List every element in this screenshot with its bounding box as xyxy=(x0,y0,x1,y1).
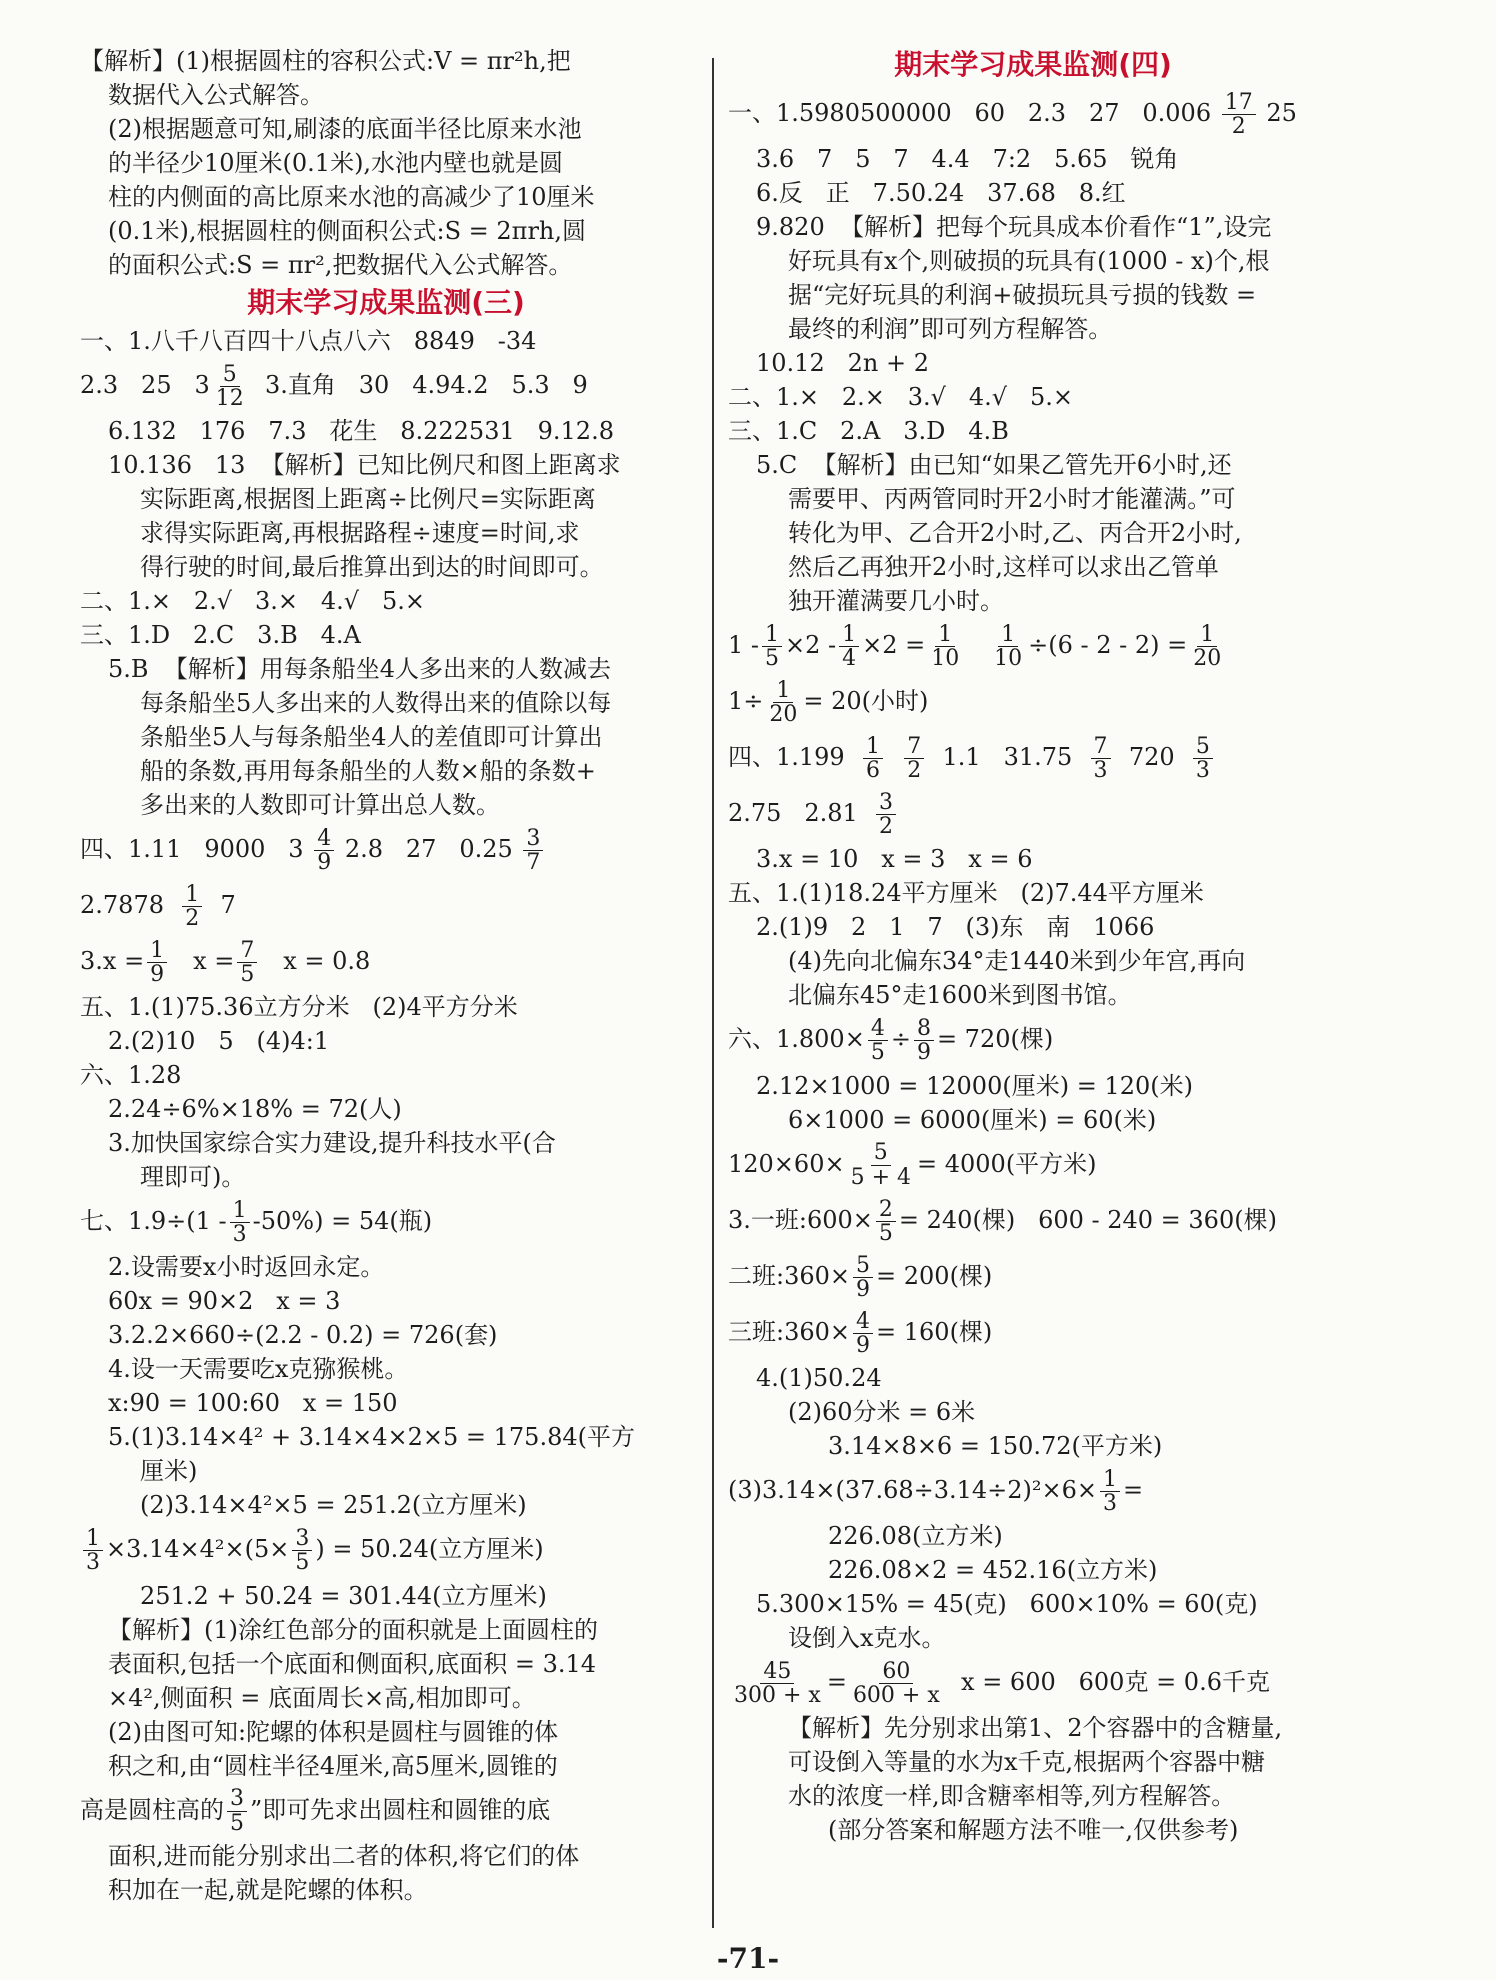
answer-line: (2)60分米 = 6米 xyxy=(788,1397,976,1426)
answer-line: 4.(1)50.24 xyxy=(756,1363,882,1392)
answer-line: x:90 = 100:60 x = 150 xyxy=(108,1389,398,1418)
fraction: $\frac{4}{5}$ xyxy=(868,1017,888,1064)
answer-line: 六、1.28 xyxy=(80,1061,182,1090)
answer-line: 3.加快国家综合实力建设,提升科技水平(合 xyxy=(108,1129,556,1158)
answer-line: 3.14×8×6 = 150.72(平方米) xyxy=(828,1431,1163,1460)
answer-line: 2.(2)10 5 (4)4:1 xyxy=(108,1027,330,1056)
fraction: $\frac{3}{2}$ xyxy=(876,791,896,838)
answer-line: 5.300×15% = 45(克) 600×10% = 60(克) xyxy=(756,1590,1258,1619)
fraction: $\frac{1}{9}$ xyxy=(147,939,167,986)
section-title-4: 期末学习成果监测(四) xyxy=(894,48,1172,81)
fraction: $\frac{7}{2}$ xyxy=(904,735,924,782)
note: (部分答案和解题方法不唯一,仅供参考) xyxy=(828,1816,1239,1845)
answer-line: 五、1.(1)18.24平方厘米 (2)7.44平方厘米 xyxy=(728,879,1204,908)
analysis-line: 可设倒入等量的水为x千克,根据两个容器中糖 xyxy=(788,1748,1266,1777)
fraction: $\frac{1}{5}$ xyxy=(762,623,782,670)
answer-line: 得行驶的时间,最后推算出到达的时间即可。 xyxy=(140,553,604,582)
answer-line: 2.24÷6%×18% = 72(人) xyxy=(108,1095,402,1124)
analysis-line: 积之和,由“圆柱半径4厘米,高5厘米,圆锥的 xyxy=(108,1751,558,1780)
answer-line: 实际距离,根据图上距离÷比例尺=实际距离 xyxy=(140,485,596,514)
answer-line: (3)3.14×(37.68÷3.14÷2)²×6× $\frac{1}{3}$ = xyxy=(728,1466,1144,1516)
answer-line: 一、1.八千八百四十八点八六 8849 -34 xyxy=(80,327,537,355)
analysis-line: 【解析】先分别求出第1、2个容器中的含糖量, xyxy=(788,1714,1283,1743)
answer-line: 10.136 13 【解析】已知比例尺和图上距离求 xyxy=(108,451,621,480)
answer-line: 需要甲、丙两管同时开2小时才能灌满。”可 xyxy=(788,485,1236,514)
equation-line: 1 - $\frac{1}{5}$ ×2 - $\frac{1}{4}$ ×2 = $\frac{1}{10}$ $\frac{1}{10}$ ÷(6 - 2 - 2) = $\frac{1}{20}$ xyxy=(728,618,1338,674)
answer-line: 条船坐5人与每条船坐4人的差值即可计算出 xyxy=(140,723,603,752)
answer-line: 厘米) xyxy=(140,1457,198,1486)
answer-line: 三、1.D 2.C 3.B 4.A xyxy=(80,621,361,650)
analysis-line: ×4²,侧面积 = 底面周长×高,相加即可。 xyxy=(108,1683,536,1712)
answer-line: 3.x = 10 x = 3 x = 6 xyxy=(756,845,1033,874)
analysis-line: (2)由图可知:陀螺的体积是圆柱与圆锥的体 xyxy=(108,1717,559,1746)
answer-line: 求得实际距离,再根据路程÷速度=时间,求 xyxy=(140,519,580,548)
analysis-line: 水的浓度一样,即含糖率相等,列方程解答。 xyxy=(788,1782,1236,1811)
fraction: $\frac{3}{5}$ xyxy=(292,1527,312,1574)
answer-line: 七、1.9÷(1 - $\frac{1}{3}$ -50%) = 54(瓶) xyxy=(80,1198,433,1248)
answer-line: 60x = 90×2 x = 3 xyxy=(108,1287,341,1316)
answer-line: 三班:360× $\frac{4}{9}$ = 160(棵) xyxy=(728,1308,993,1358)
answer-line: 3.一班:600× $\frac{2}{5}$ = 240(棵) 600 - 240 = 360(棵) xyxy=(728,1196,1277,1246)
fraction: $\frac{17}{2}$ xyxy=(1222,91,1256,138)
text-line: (0.1米),根据圆柱的侧面积公式:S = 2πrh,圆 xyxy=(108,217,587,245)
answer-line: 多出来的人数即可计算出总人数。 xyxy=(140,791,500,820)
text-line: 数据代入公式解答。 xyxy=(108,81,324,109)
analysis-line: 积加在一起,就是陀螺的体积。 xyxy=(108,1875,428,1904)
fraction: $\frac{1}{3}$ xyxy=(230,1199,250,1246)
fraction: $\frac{3}{5}$ xyxy=(227,1787,247,1834)
fraction: $\frac{3}{7}$ xyxy=(523,827,543,874)
right-column xyxy=(728,44,1338,1847)
text-line: 柱的内侧面的高比原来水池的高减少了10厘米 xyxy=(108,183,595,211)
answer-line: 3.2.2×660÷(2.2 - 0.2) = 726(套) xyxy=(108,1321,498,1350)
fraction: $\frac{4}{9}$ xyxy=(314,827,334,874)
answer-line: 3.x = $\frac{1}{9}$ x = $\frac{7}{5}$ x = 0.8 xyxy=(80,938,371,988)
fraction: $\frac{1}{10}$ xyxy=(994,622,1023,672)
answer-line: 二、1.× 2.√ 3.× 4.√ 5.× xyxy=(80,587,425,616)
text-line: 的面积公式:S = πr²,把数据代入公式解答。 xyxy=(108,251,573,279)
answer-line: 4.设一天需要吃x克猕猴桃。 xyxy=(108,1355,409,1384)
fraction: $\frac{2}{5}$ xyxy=(876,1198,896,1245)
section-title-3: 期末学习成果监测(三) xyxy=(247,286,525,319)
fraction: $\frac{45}{300 + x}$ xyxy=(734,1658,821,1709)
answer-line: 2.设需要x小时返回永定。 xyxy=(108,1253,385,1282)
fraction: $\frac{1}{10}$ xyxy=(931,622,960,672)
fraction: $\frac{1}{3}$ xyxy=(1100,1468,1120,1515)
answer-line: 251.2 + 50.24 = 301.44(立方厘米) xyxy=(140,1581,547,1610)
analysis-line: 表面积,包括一个底面和侧面积,底面积 = 3.14 xyxy=(108,1649,597,1678)
intro-analysis xyxy=(80,44,692,282)
answer-line: 226.08×2 = 452.16(立方米) xyxy=(828,1556,1158,1585)
answer-line: 120×60× $\frac{5}{5 + 4}$ = 4000(平方米) xyxy=(728,1140,1097,1190)
answer-line: 2.7878 $\frac{1}{2}$ 7 xyxy=(80,882,236,932)
fraction: $\frac{4}{9}$ xyxy=(853,1310,873,1357)
answer-line: 二、1.× 2.× 3.√ 4.√ 5.× xyxy=(728,383,1073,412)
column-divider xyxy=(712,58,714,1928)
answer-line: 据“完好玩具的利润+破损玩具亏损的钱数 = xyxy=(788,281,1257,310)
answer-line: 10.12 2n + 2 xyxy=(756,349,929,378)
fraction: $\frac{5}{3}$ xyxy=(1193,735,1213,782)
answer-line: 2.(1)9 2 1 7 (3)东 南 1066 xyxy=(756,913,1155,942)
fraction: $\frac{1}{6}$ xyxy=(863,735,883,782)
analysis-line: 【解析】(1)涂红色部分的面积就是上面圆柱的 xyxy=(108,1615,598,1644)
answer-line: 5.C 【解析】由已知“如果乙管先开6小时,还 xyxy=(756,451,1232,480)
analysis-line: 面积,进而能分别求出二者的体积,将它们的体 xyxy=(108,1841,580,1870)
answer-line: 2.75 2.81 $\frac{3}{2}$ xyxy=(728,786,1338,842)
answer-line: 独开灌满要几小时。 xyxy=(788,587,1004,616)
answer-line: 四、1.11 9000 3 $\frac{4}{9}$ 2.8 27 0.25 $\frac{3}{7}$ xyxy=(80,822,692,878)
answer-line: 设倒入x克水。 xyxy=(788,1624,946,1653)
page-number: -71- xyxy=(716,1942,780,1975)
answer-line: $\frac{1}{3}$ ×3.14×4²×(5× $\frac{3}{5}$ ) = 50.24(立方厘米) xyxy=(80,1522,692,1578)
answer-line: 6×1000 = 6000(厘米) = 60(米) xyxy=(788,1105,1157,1134)
fraction: $\frac{1}{4}$ xyxy=(839,623,859,670)
answer-line: 6.132 176 7.3 花生 8.222531 9.12.8 xyxy=(108,417,614,446)
fraction: $\frac{1}{20}$ xyxy=(1193,622,1222,672)
answer-line: 2.12×1000 = 12000(厘米) = 120(米) xyxy=(756,1071,1193,1100)
fraction: $\frac{1}{20}$ xyxy=(769,678,798,728)
answer-line: 北偏东45°走1600米到图书馆。 xyxy=(788,981,1132,1010)
fraction: $\frac{1}{2}$ xyxy=(182,883,202,930)
answer-line: 好玩具有x个,则破损的玩具有(1000 - x)个,根 xyxy=(788,247,1270,276)
fraction: $\frac{8}{9}$ xyxy=(914,1017,934,1064)
fraction: $\frac{7}{5}$ xyxy=(237,939,257,986)
answer-line: (4)先向北偏东34°走1440米到少年宫,再向 xyxy=(788,947,1246,976)
answer-line: 最终的利润”即可列方程解答。 xyxy=(788,315,1113,344)
answer-line: 船的条数,再用每条船坐的人数×船的条数+ xyxy=(140,757,596,786)
answer-line: 9.820 【解析】把每个玩具成本价看作“1”,设完 xyxy=(756,213,1272,242)
answer-line: 226.08(立方米) xyxy=(828,1522,1003,1551)
equation-line: 1÷ $\frac{1}{20}$ = 20(小时) xyxy=(728,678,929,728)
text-line: 的半径少10厘米(0.1米),水池内壁也就是圆 xyxy=(108,149,564,177)
fraction: $\frac{1}{3}$ xyxy=(83,1527,103,1574)
answer-line: 2.3 25 3 $\frac{5}{12}$ 3.直角 30 4.94.2 5.3 9 xyxy=(80,361,588,411)
answer-line: 四、1.199 $\frac{1}{6}$ $\frac{7}{2}$ 1.1 31.75 $\frac{7}{3}$ 720 $\frac{5}{3}$ xyxy=(728,730,1338,786)
equation-line: $\frac{45}{300 + x}$ = $\frac{60}{600 + x}$ x = 600 600克 = 0.6千克 xyxy=(728,1655,1338,1711)
fraction: $\frac{60}{600 + x}$ xyxy=(852,1658,940,1709)
answer-line: 五、1.(1)75.36立方分米 (2)4平方分米 xyxy=(80,993,518,1022)
answer-line: 6.反 正 7.50.24 37.68 8.红 xyxy=(756,179,1126,208)
fraction: $\frac{5}{9}$ xyxy=(853,1254,873,1301)
fraction: $\frac{5}{12}$ xyxy=(215,361,244,411)
answer-line: 每条船坐5人多出来的人数得出来的值除以每 xyxy=(140,689,612,718)
left-column xyxy=(80,44,692,1907)
answer-line: (2)3.14×4²×5 = 251.2(立方厘米) xyxy=(140,1491,527,1520)
fraction: $\frac{5}{5 + 4}$ xyxy=(850,1140,911,1190)
answer-line: 一、1.5980500000 60 2.3 27 0.006 $\frac{17}{2}$ 25 xyxy=(728,89,1297,139)
answer-line: 转化为甲、乙合开2小时,乙、丙合开2小时, xyxy=(788,519,1242,548)
text-line: 【解析】(1)根据圆柱的容积公式:V = πr²h,把 xyxy=(80,47,571,75)
text-line: (2)根据题意可知,刷漆的底面半径比原来水池 xyxy=(108,115,582,143)
answer-line: 5.B 【解析】用每条船坐4人多出来的人数减去 xyxy=(108,655,612,684)
analysis-line: 高是圆柱高的 $\frac{3}{5}$ ”即可先求出圆柱和圆锥的底 xyxy=(80,1786,551,1836)
answer-line: 二班:360× $\frac{5}{9}$ = 200(棵) xyxy=(728,1252,993,1302)
answer-line: 5.(1)3.14×4² + 3.14×4×2×5 = 175.84(平方 xyxy=(108,1423,635,1452)
answer-line: 3.6 7 5 7 4.4 7:2 5.65 锐角 xyxy=(756,145,1179,174)
answer-line: 三、1.C 2.A 3.D 4.B xyxy=(728,417,1009,446)
answer-line: 然后乙再独开2小时,这样可以求出乙管单 xyxy=(788,553,1219,582)
answer-line: 理即可)。 xyxy=(140,1163,246,1192)
fraction: $\frac{7}{3}$ xyxy=(1091,735,1111,782)
answer-line: 六、1.800× $\frac{4}{5}$ ÷ $\frac{8}{9}$ = 720(棵) xyxy=(728,1016,1054,1066)
